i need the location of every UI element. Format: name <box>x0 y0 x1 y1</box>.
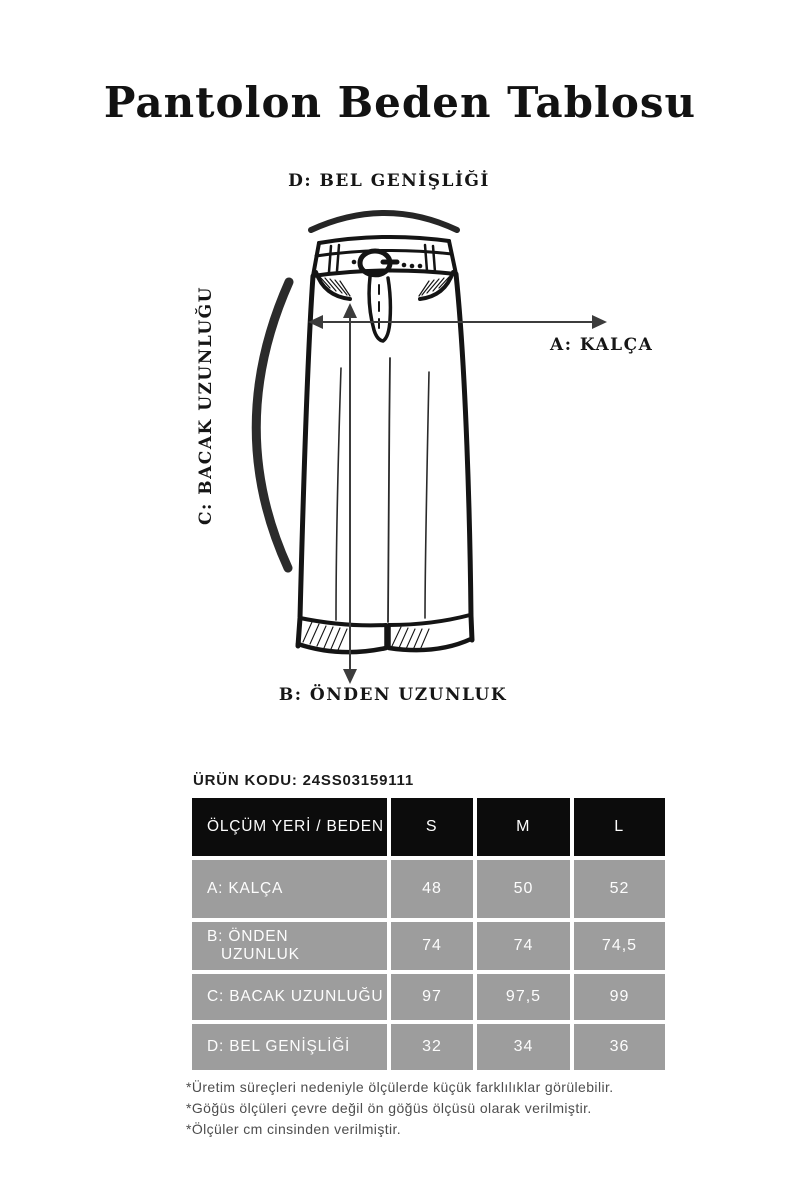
row-front-length-label <box>192 922 387 970</box>
leg-length-arc-icon <box>256 282 289 568</box>
pants-line-art <box>298 237 472 652</box>
row-leg-length-value-s: 97 <box>391 974 473 1020</box>
row-front-length-value-m: 74 <box>477 922 570 970</box>
table-header-measure: ÖLÇÜM YERİ / BEDEN <box>192 798 387 856</box>
footnote-production: *Üretim süreçleri nedeniyle ölçülerde küçük farklılıklar görülebilir. <box>186 1079 614 1095</box>
row-hip-value-s: 48 <box>391 860 473 918</box>
row-leg-length-value-l: 99 <box>574 974 665 1020</box>
row-hip-value-m: 50 <box>477 860 570 918</box>
size-table <box>192 798 665 1070</box>
table-header-size-s: S <box>391 798 473 856</box>
row-waist-width-label: D: BEL GENİŞLİĞİ <box>192 1024 387 1070</box>
waist-width-arc-icon <box>311 213 457 230</box>
page-title: Pantolon Beden Tablosu <box>103 78 697 127</box>
footnote-chest: *Göğüs ölçüleri çevre değil ön göğüs ölçüsü olarak verilmiştir. <box>186 1100 592 1116</box>
front-length-label: B: ÖNDEN UZUNLUK <box>278 685 508 705</box>
row-waist-width-value-l: 36 <box>574 1024 665 1070</box>
row-front-length-value-l: 74,5 <box>574 922 665 970</box>
row-front-length-label-line1: B: ÖNDEN <box>207 928 289 945</box>
product-code: ÜRÜN KODU: 24SS03159111 <box>193 772 415 789</box>
hip-label: A: KALÇA <box>550 335 654 355</box>
row-front-length-label-line2: UZUNLUK <box>221 946 300 963</box>
footnote-units: *Ölçüler cm cinsinden verilmiştir. <box>186 1121 402 1137</box>
row-front-length-value-s: 74 <box>391 922 473 970</box>
leg-length-label: C: BACAK UZUNLUĞU <box>196 286 216 525</box>
footnotes <box>186 1077 646 1140</box>
table-header-size-m: M <box>477 798 570 856</box>
row-waist-width-value-m: 34 <box>477 1024 570 1070</box>
row-leg-length-label: C: BACAK UZUNLUĞU <box>192 974 387 1020</box>
waist-width-label: D: BEL GENİŞLİĞİ <box>288 171 490 191</box>
row-hip-label: A: KALÇA <box>192 860 387 918</box>
row-leg-length-value-m: 97,5 <box>477 974 570 1020</box>
row-waist-width-value-s: 32 <box>391 1024 473 1070</box>
row-hip-value-l: 52 <box>574 860 665 918</box>
table-header-size-l: L <box>574 798 665 856</box>
